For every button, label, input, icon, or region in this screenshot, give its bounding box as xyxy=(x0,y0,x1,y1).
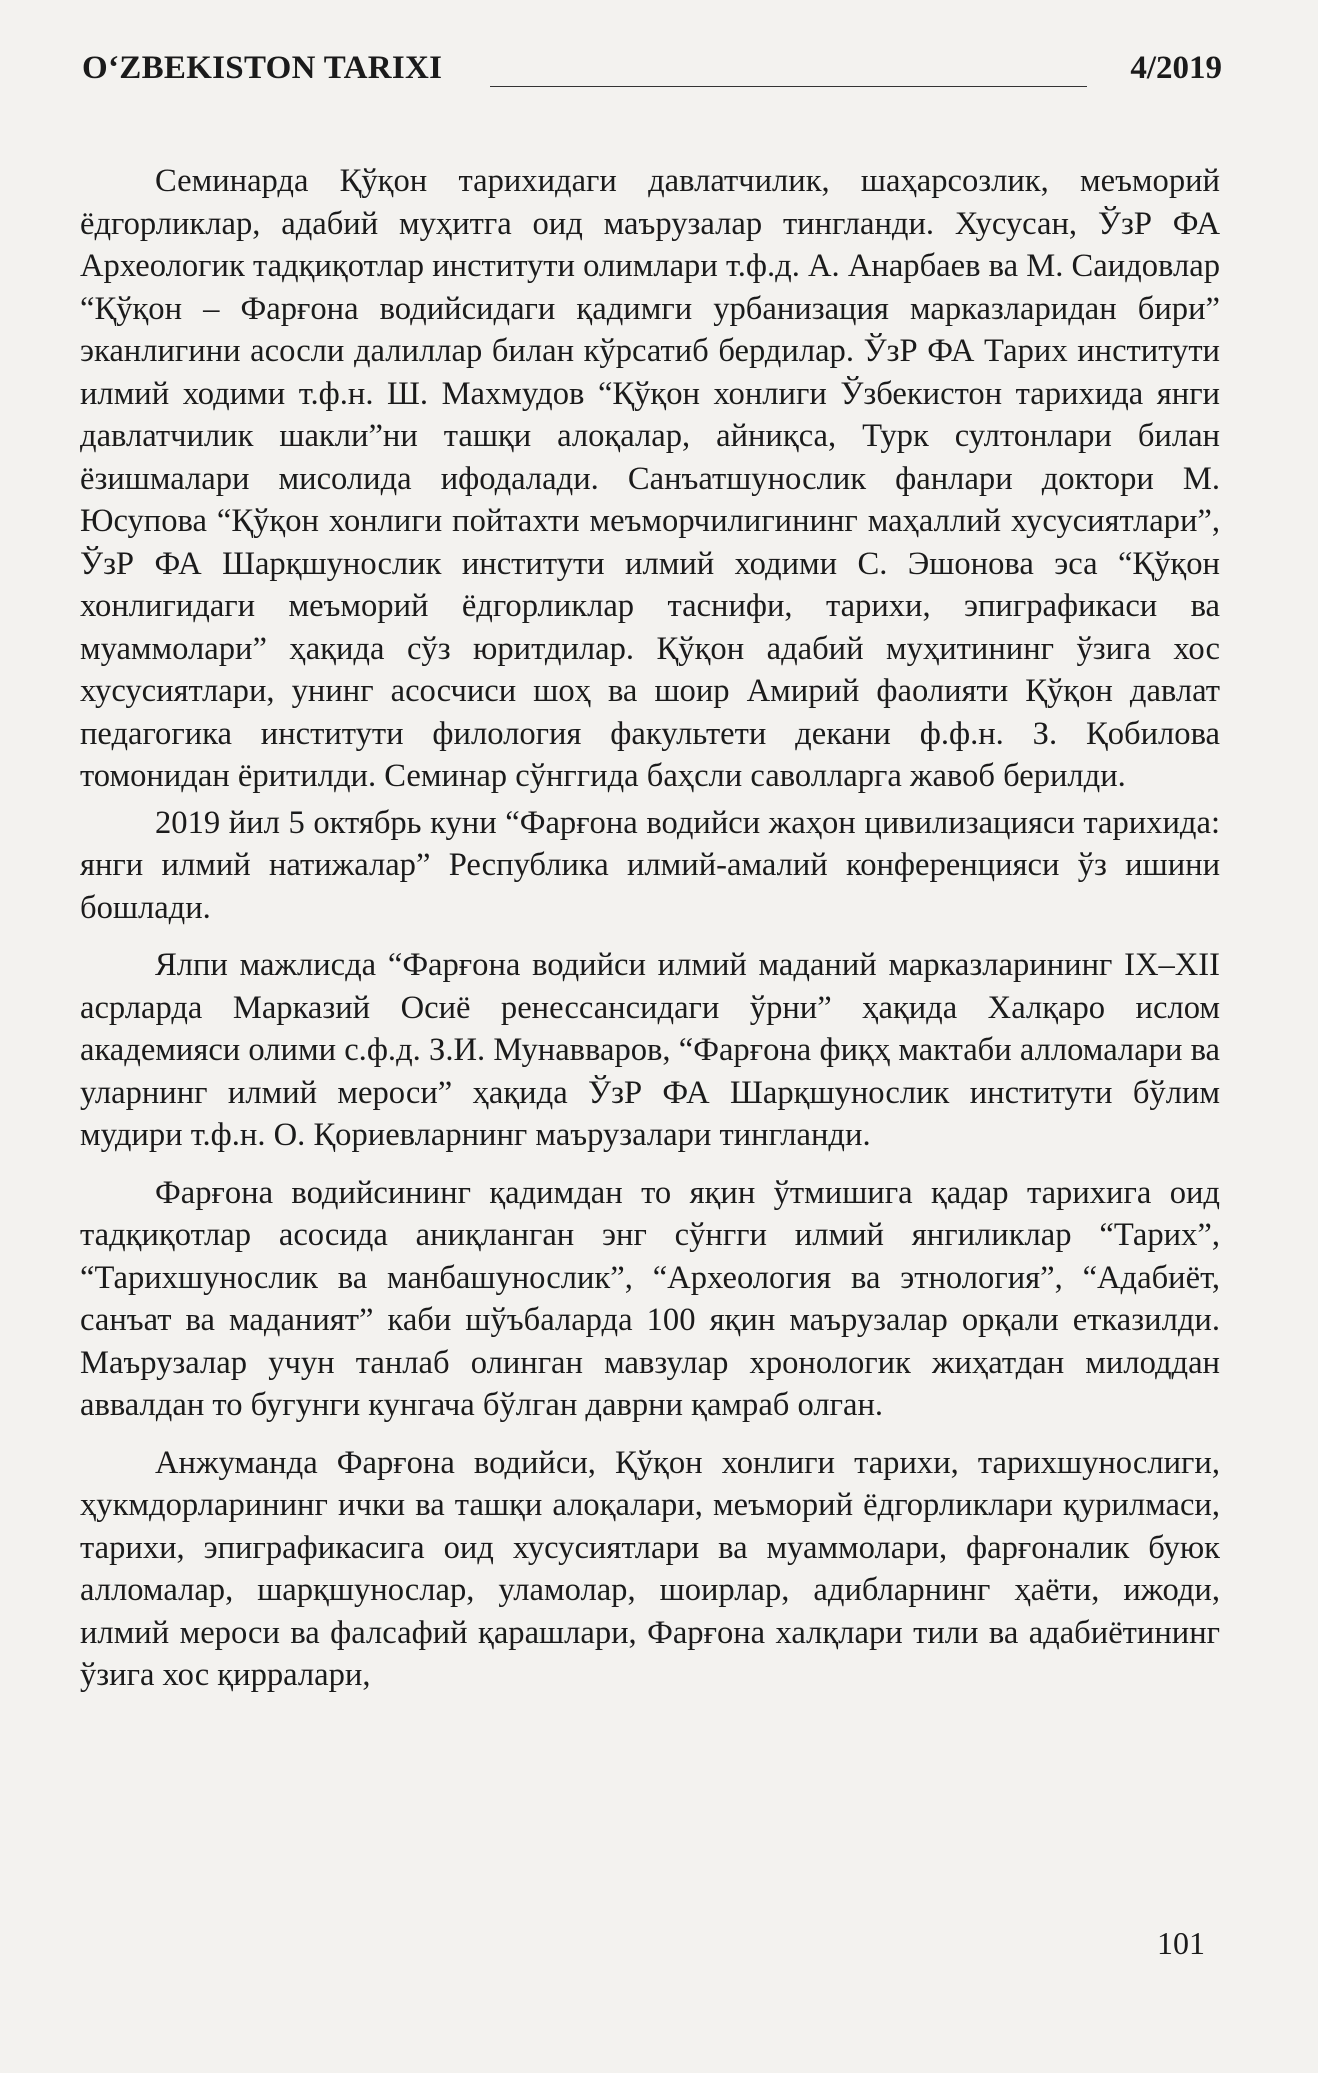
page-number: 101 xyxy=(1157,1925,1205,1961)
header-rule xyxy=(490,86,1087,87)
paragraph-plenary-session: Ялпи мажлисда “Фарғона водийси илмий маданий марказларининг IX–XII асрларда Марказий Осиё ренессансидаги ўрни” ҳақида Халқаро ислом академияси олими с.ф.д. З.И. Мунавваров, “Фарғона фиқҳ мактаби алломалари ва уларнинг илмий мероси” ҳақида ЎзР ФА Шарқшунослик институти бўлим мудири т.ф.н. О. Қориевларнинг маърузалари тингланди. xyxy=(80,947,1220,1153)
paragraph-seminar: Семинарда Қўқон тарихидаги давлатчилик, шаҳарсозлик, меъморий ёдгорликлар, адабий муҳитга оид маърузалар тингланди. Хусусан, ЎзР ФА Археологик тадқиқотлар институти олимлари т.ф.д. А. Анарбаев ва М. Саидовлар “Қўқон – Фарғона водийсидаги қадимги урбанизация марказларидан бири” эканлигини асосли далиллар билан кўрсатиб бердилар. ЎзР ФА Тарих институти илмий ходими т.ф.н. Ш. Махмудов “Қўқон хонлиги Ўзбекистон тарихида янги давлатчилик шакли”ни ташқи алоқалар, айниқса, Турк султонлари билан ёзишмалари мисолида ифодалади. Санъатшунослик фанлари доктори М. Юсупова “Қўқон хонлиги пойтахти меъморчилигининг маҳаллий хусусиятлари”, ЎзР ФА Шарқшунослик институти илмий ходими С. Эшонова эса “Қўқон хонлигидаги меъморий ёдгорликлар таснифи, тарихи, эпиграфикаси ва муаммолари” ҳақида сўз юритдилар. Қўқон адабий муҳитининг ўзига хос хусусиятлари, унинг асосчиси шоҳ ва шоир Амирий фаолияти Қўқон давлат педагогика институти филология факультети декани ф.ф.н. З. Қобилова томонидан ёритилди. Семинар сўнггида баҳсли саволларга жавоб берилди. xyxy=(80,163,1220,794)
running-header xyxy=(82,50,1222,94)
paragraph-sections: Фарғона водийсининг қадимдан то яқин ўтмишига қадар тарихига оид тадқиқотлар асосида аниқланган энг сўнгги илмий янгиликлар “Тарих”, “Тарихшунослик ва манбашунослик”, “Археология ва этнология”, “Адабиёт, санъат ва маданият” каби шўъбаларда 100 яқин маърузалар орқали етказилди. Маърузалар учун танлаб олинган мавзулар хронологик жиҳатдан милоддан аввалдан то бугунги кунгача бўлган даврни қамраб олган. xyxy=(80,1174,1220,1423)
paragraph-conference-opening: 2019 йил 5 октябрь куни “Фарғона водийси жаҳон цивилизацияси тарихида: янги илмий натижалар” Республика илмий-амалий конференцияси ўз ишини бошлади. xyxy=(80,804,1220,926)
paragraph-topics: Анжуманда Фарғона водийси, Қўқон хонлиги тарихи, тарихшунослиги, ҳукмдорларининг ички ва ташқи алоқалари, меъморий ёдгорликлари қурилмаси, тарихи, эпиграфикасига оид хусусиятлари ва муаммолари, фарғоналик буюк алломалар, шарқшунослар, уламолар, шоирлар, адибларнинг ҳаёти, ижоди, илмий мероси ва фалсафий қарашлари, Фарғона халқлари тили ва адабиётининг ўзига хос қирралари, xyxy=(80,1444,1220,1693)
article-body xyxy=(80,160,1220,1697)
journal-title: O‘ZBEKISTON TARIXI xyxy=(82,50,443,86)
issue-number: 4/2019 xyxy=(1130,50,1222,86)
